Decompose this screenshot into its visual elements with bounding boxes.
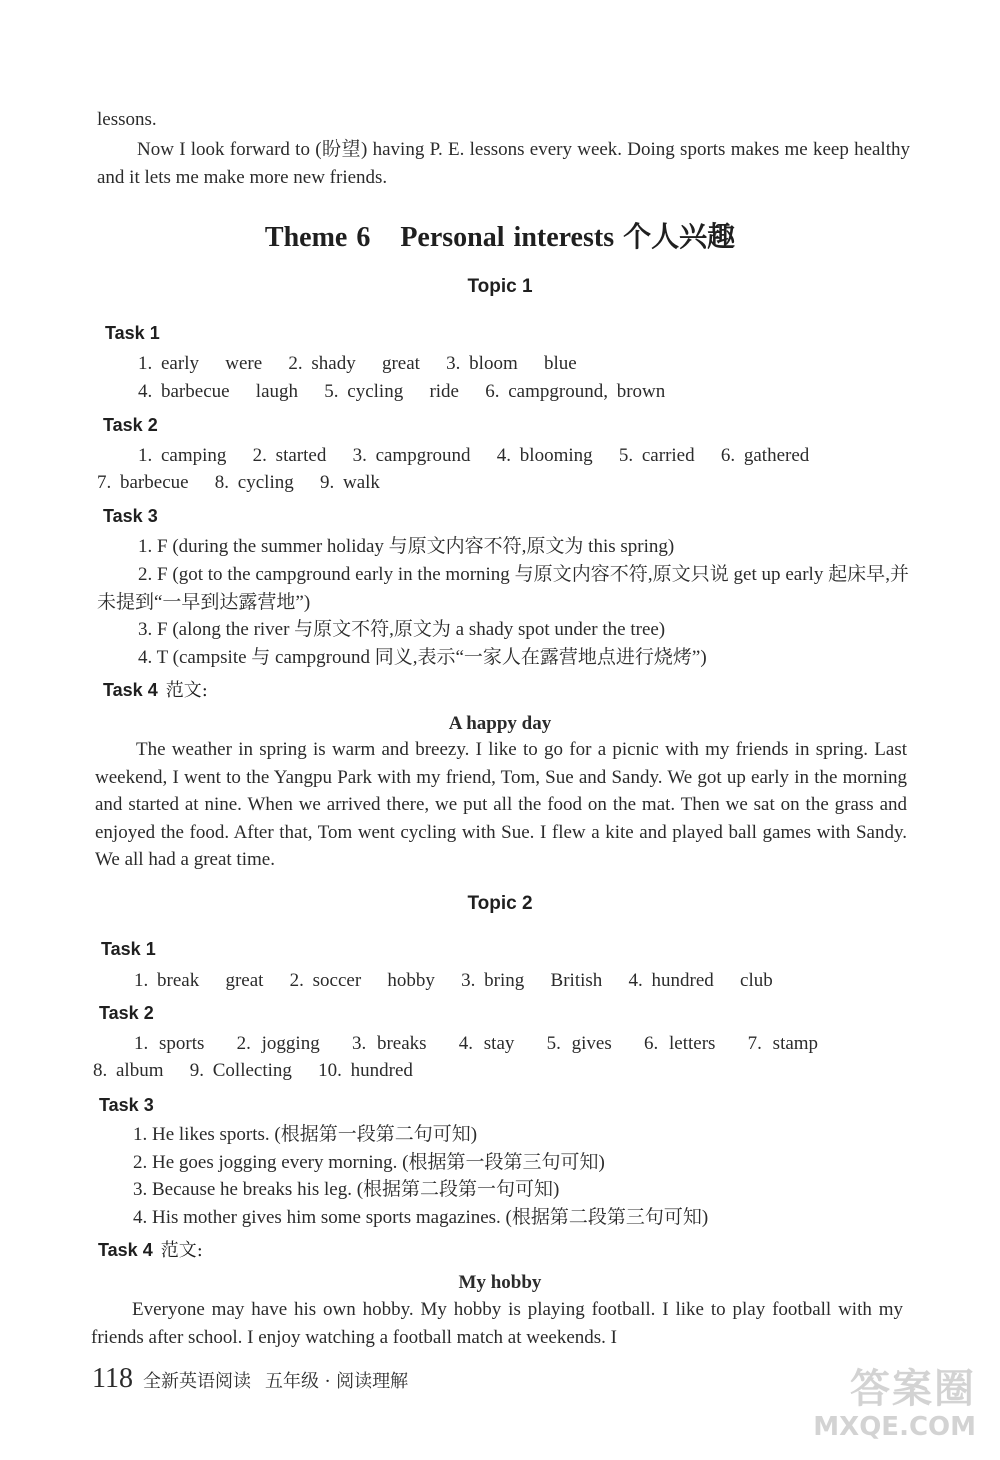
topic1-task1-row2: 4. barbecue laugh 5. cycling ride 6. campground, brown bbox=[138, 381, 666, 402]
theme-title: Personal interests 个人兴趣 bbox=[400, 222, 736, 253]
topic1-task4-heading bbox=[103, 677, 208, 704]
topic-2-heading: Topic 2 bbox=[467, 893, 533, 914]
topic1-task1-label: Task 1 bbox=[105, 323, 160, 343]
topic2-task3-item3: 3. Because he breaks his leg. (根据第二段第一句可知) bbox=[133, 1179, 560, 1200]
topic1-task3-item3: 3. F (along the river 与原文不符,原文为 a shady spot under the tree) bbox=[138, 619, 666, 640]
topic1-task2-row2: 7. barbecue 8. cycling 9. walk bbox=[97, 472, 380, 493]
intro-paragraph: Now I look forward to (盼望) having P. E. lessons every week. Doing sports makes me keep healthy and it lets me make more new friends. bbox=[97, 139, 910, 188]
topic2-task4-heading bbox=[98, 1237, 203, 1264]
topic1-task3-item4: 4. T (campsite 与 campground 同义,表示“一家人在露营地点进行烧烤”) bbox=[138, 647, 707, 668]
topic2-task1-label: Task 1 bbox=[101, 939, 156, 959]
page-footer bbox=[92, 1362, 408, 1399]
topic2-task4-label: Task 4 bbox=[98, 1240, 153, 1260]
watermark-logo-text: 答案圈 bbox=[850, 1366, 976, 1412]
watermark-url: MXQE.COM bbox=[813, 1412, 976, 1442]
topic1-task3-label: Task 3 bbox=[103, 506, 158, 526]
topic2-task3-label: Task 3 bbox=[99, 1095, 154, 1115]
topic2-task2-label: Task 2 bbox=[99, 1003, 154, 1023]
watermark bbox=[756, 1366, 976, 1442]
topic1-task4-suffix: 范文: bbox=[165, 680, 208, 701]
intro-line: lessons. bbox=[97, 109, 157, 130]
essay-title-my-hobby: My hobby bbox=[458, 1272, 542, 1293]
topic1-task4-label: Task 4 bbox=[103, 680, 158, 700]
topic2-task2-row2: 8. album 9. Collecting 10. hundred bbox=[93, 1060, 413, 1081]
topic1-task2-label: Task 2 bbox=[103, 415, 158, 435]
theme-heading bbox=[0, 218, 1000, 258]
topic1-task3-item2: 2. F (got to the campground early in the morning 与原文内容不符,原文只说 get up early 起床早,并未提到“一早到达露营地”) bbox=[97, 564, 909, 613]
page-number: 118 bbox=[92, 1363, 133, 1394]
essay-my-hobby: Everyone may have his own hobby. My hobby is playing football. I like to play football with my friends after school. I enjoy watching a football match at weekends. I bbox=[91, 1299, 903, 1348]
book-title: 全新英语阅读 bbox=[142, 1371, 251, 1392]
essay-title-happy-day: A happy day bbox=[448, 713, 552, 734]
topic2-task2-row1: 1. sports 2. jogging 3. breaks 4. stay 5. gives 6. letters 7. stamp bbox=[134, 1033, 819, 1054]
topic2-task3-item1: 1. He likes sports. (根据第一段第二句可知) bbox=[133, 1124, 478, 1145]
topic2-task3-item2: 2. He goes jogging every morning. (根据第一段第三句可知) bbox=[133, 1152, 605, 1173]
topic2-task3-item4: 4. His mother gives him some sports magazines. (根据第二段第三句可知) bbox=[133, 1207, 709, 1228]
topic1-task1-row1: 1. early were 2. shady great 3. bloom blue bbox=[138, 353, 577, 374]
topic1-task2-row1: 1. camping 2. started 3. campground 4. blooming 5. carried 6. gathered bbox=[138, 445, 810, 466]
topic1-task3-item1: 1. F (during the summer holiday 与原文内容不符,原文为 this spring) bbox=[138, 536, 675, 557]
theme-number: Theme 6 bbox=[264, 222, 371, 253]
essay-happy-day: The weather in spring is warm and breezy. I like to go for a picnic with my friends in spring. Last weekend, I went to the Yangpu Park with my friend, Tom, Sue and Sandy. We got up early in the morning and started at nine. When we arrived there, we put all the food on the mat. Then we sat on the grass and enjoyed the food. After that, Tom went cycling with Sue. I flew a kite and played ball games with Sandy. We all had a great time. bbox=[95, 739, 907, 871]
topic-1-heading: Topic 1 bbox=[467, 276, 533, 297]
topic2-task1-row1: 1. break great 2. soccer hobby 3. bring British 4. hundred club bbox=[134, 970, 773, 991]
grade-label: 五年级 · 阅读理解 bbox=[264, 1371, 409, 1392]
topic2-task4-suffix: 范文: bbox=[160, 1240, 203, 1261]
